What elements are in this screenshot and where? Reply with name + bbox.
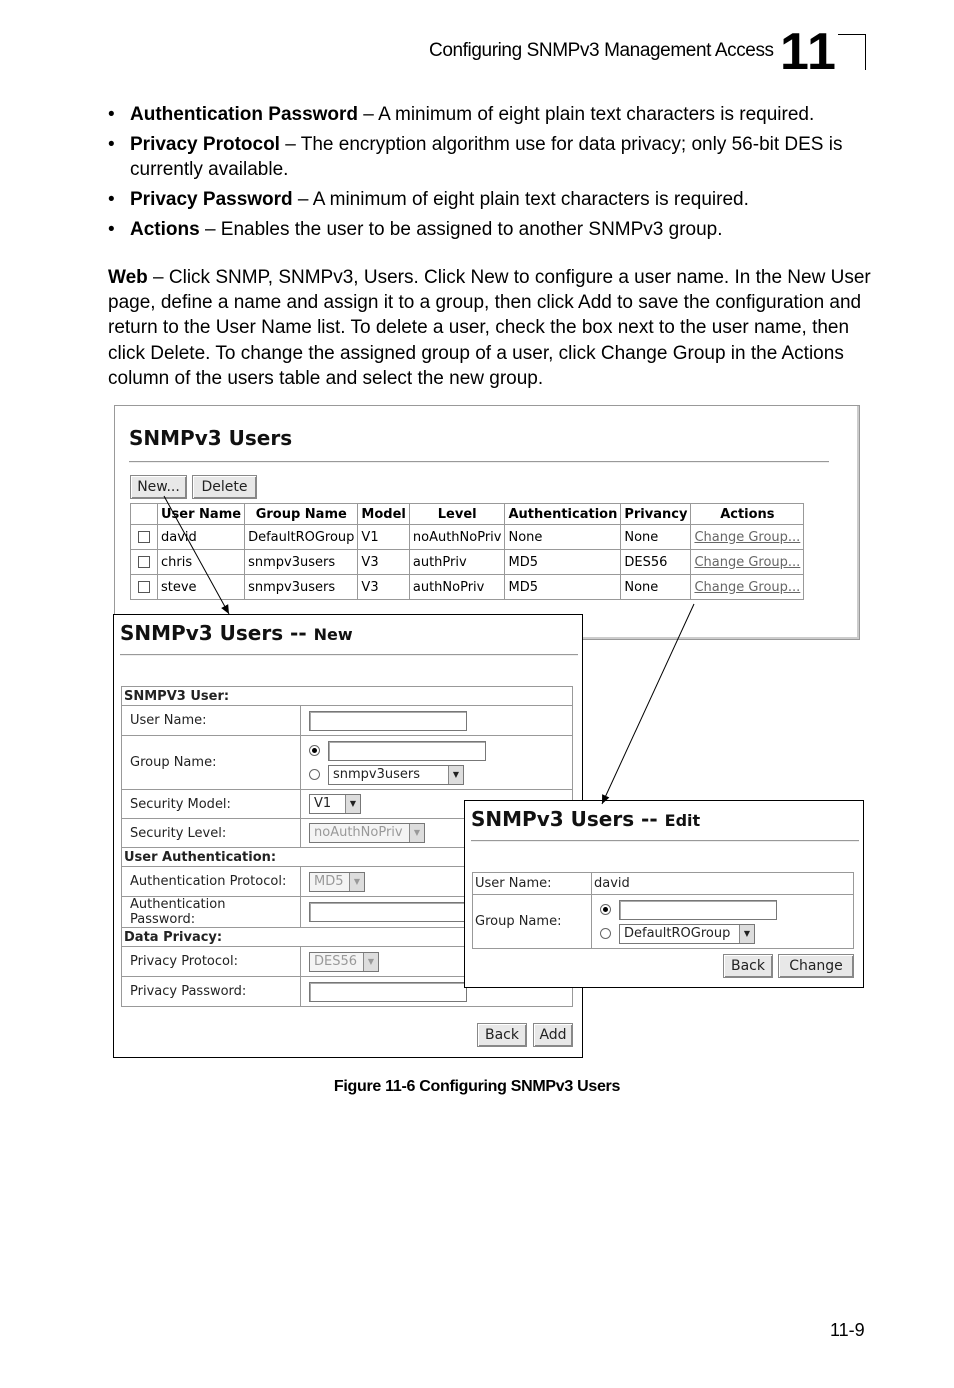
user-name-label: User Name:	[122, 706, 301, 736]
change-group-link[interactable]: Change Group...	[694, 554, 801, 570]
column-header: Actions	[691, 504, 804, 525]
auth-protocol-label: Authentication Protocol:	[122, 867, 301, 897]
chevron-down-icon: ▼	[739, 925, 754, 943]
chevron-down-icon: ▼	[409, 824, 424, 842]
back-button[interactable]: Back	[723, 954, 773, 978]
level-cell: noAuthNoPriv	[409, 525, 505, 550]
change-group-link[interactable]: Change Group...	[694, 579, 801, 595]
bullet-item: • Authentication Password – A minimum of eight plain text characters is required.	[108, 104, 815, 125]
column-header: Level	[409, 504, 505, 525]
bullet-text: – A minimum of eight plain text characters is required.	[358, 104, 815, 125]
section-user-authentication: User Authentication:	[122, 848, 573, 867]
change-group-link[interactable]: Change Group...	[694, 529, 801, 545]
column-header: Privancy	[621, 504, 691, 525]
authentication-cell: MD5	[505, 575, 621, 600]
user-name-cell: chris	[158, 550, 245, 575]
group-select-value: DefaultROGroup	[624, 925, 731, 941]
bullet-term: Actions	[130, 219, 200, 240]
column-header: User Name	[158, 504, 245, 525]
group-name-cell: snmpv3users	[245, 550, 358, 575]
change-button[interactable]: Change	[778, 954, 854, 978]
privacy-cell: DES56	[621, 550, 691, 575]
security-level-value: noAuthNoPriv	[314, 825, 403, 840]
level-cell: authPriv	[409, 550, 505, 575]
privacy-cell: None	[621, 525, 691, 550]
column-header: Authentication	[505, 504, 621, 525]
model-cell: V3	[358, 550, 409, 575]
level-cell: authNoPriv	[409, 575, 505, 600]
edit-arrow	[602, 604, 694, 804]
bullet-item: • Privacy Protocol – The encryption algorithm use for data privacy; only 56-bit DES is currently available.	[108, 134, 843, 180]
authentication-cell: None	[505, 525, 621, 550]
bullet-text: – Enables the user to be assigned to another SNMPv3 group.	[199, 219, 723, 240]
edit-page-subtitle: Edit	[664, 811, 701, 830]
security-level-label: Security Level:	[122, 819, 301, 848]
figure-caption: Figure 11-6 Configuring SNMPv3 Users	[333, 1078, 621, 1095]
web-text: – Click SNMP, SNMPv3, Users. Click New to configure a user name. In the New User page, define a name and assign it to a group, then click Add to save the configuration and return to the User Name list. To delete a user, check the box next to the user name, then click Delete. To change the assigned group of a user, click Change Group in the Actions column of the users table and select the new group.	[108, 267, 871, 389]
group-name-cell: DefaultROGroup	[245, 525, 358, 550]
group-name-label: Group Name:	[473, 895, 592, 949]
user-name-cell: steve	[158, 575, 245, 600]
group-name-label: Group Name:	[122, 736, 301, 790]
privacy-protocol-value: DES56	[314, 953, 358, 969]
edit-page-title-text: SNMPv3 Users --	[471, 807, 658, 831]
section-data-privacy: Data Privacy:	[122, 928, 573, 947]
bullet-item: • Actions – Enables the user to be assigned to another SNMPv3 group.	[108, 219, 723, 240]
security-model-label: Security Model:	[122, 790, 301, 819]
security-model-value: V1	[314, 796, 332, 811]
chevron-down-icon: ▼	[363, 953, 378, 971]
column-header: Group Name	[245, 504, 358, 525]
web-term: Web	[108, 267, 148, 288]
privacy-protocol-label: Privacy Protocol:	[122, 947, 301, 977]
group-name-cell: snmpv3users	[245, 575, 358, 600]
auth-protocol-value: MD5	[314, 873, 344, 889]
privacy-cell: None	[621, 575, 691, 600]
add-button[interactable]: Add	[533, 1023, 573, 1047]
group-select-value: snmpv3users	[333, 766, 421, 782]
chevron-down-icon: ▼	[448, 766, 463, 784]
auth-password-label: Authentication Password:	[122, 897, 301, 928]
bullet-term: Authentication Password	[130, 104, 359, 125]
running-header-title: Configuring SNMPv3 Management Access	[429, 40, 774, 61]
user-name-label: User Name:	[473, 873, 592, 895]
user-name-value: david	[592, 873, 854, 895]
page-number: 11-9	[830, 1320, 865, 1340]
delete-button[interactable]: Delete	[192, 475, 257, 499]
model-cell: V1	[358, 525, 409, 550]
user-name-cell: david	[158, 525, 245, 550]
bullet-text: – A minimum of eight plain text characters is required.	[292, 189, 749, 210]
authentication-cell: MD5	[505, 550, 621, 575]
new-arrow	[164, 496, 229, 614]
new-page-title-text: SNMPv3 Users --	[120, 621, 307, 645]
privacy-password-label: Privacy Password:	[122, 977, 301, 1007]
bullet-term: Privacy Password	[130, 189, 293, 210]
chevron-down-icon: ▼	[349, 873, 364, 891]
bullet-term: Privacy Protocol	[130, 134, 280, 155]
model-cell: V3	[358, 575, 409, 600]
new-page-subtitle: New	[313, 625, 353, 644]
users-page-title: SNMPv3 Users	[129, 426, 293, 450]
chapter-number: 11	[780, 23, 837, 81]
back-button[interactable]: Back	[477, 1023, 527, 1047]
chevron-down-icon: ▼	[345, 795, 360, 813]
section-snmpv3-user: SNMPV3 User:	[122, 687, 573, 706]
column-header: Model	[358, 504, 409, 525]
bullet-text: – The encryption algorithm use for data privacy; only 56-bit DES is currently available.	[130, 134, 843, 180]
new-button[interactable]: New...	[130, 475, 187, 499]
bullet-item: • Privacy Password – A minimum of eight plain text characters is required.	[108, 189, 749, 210]
